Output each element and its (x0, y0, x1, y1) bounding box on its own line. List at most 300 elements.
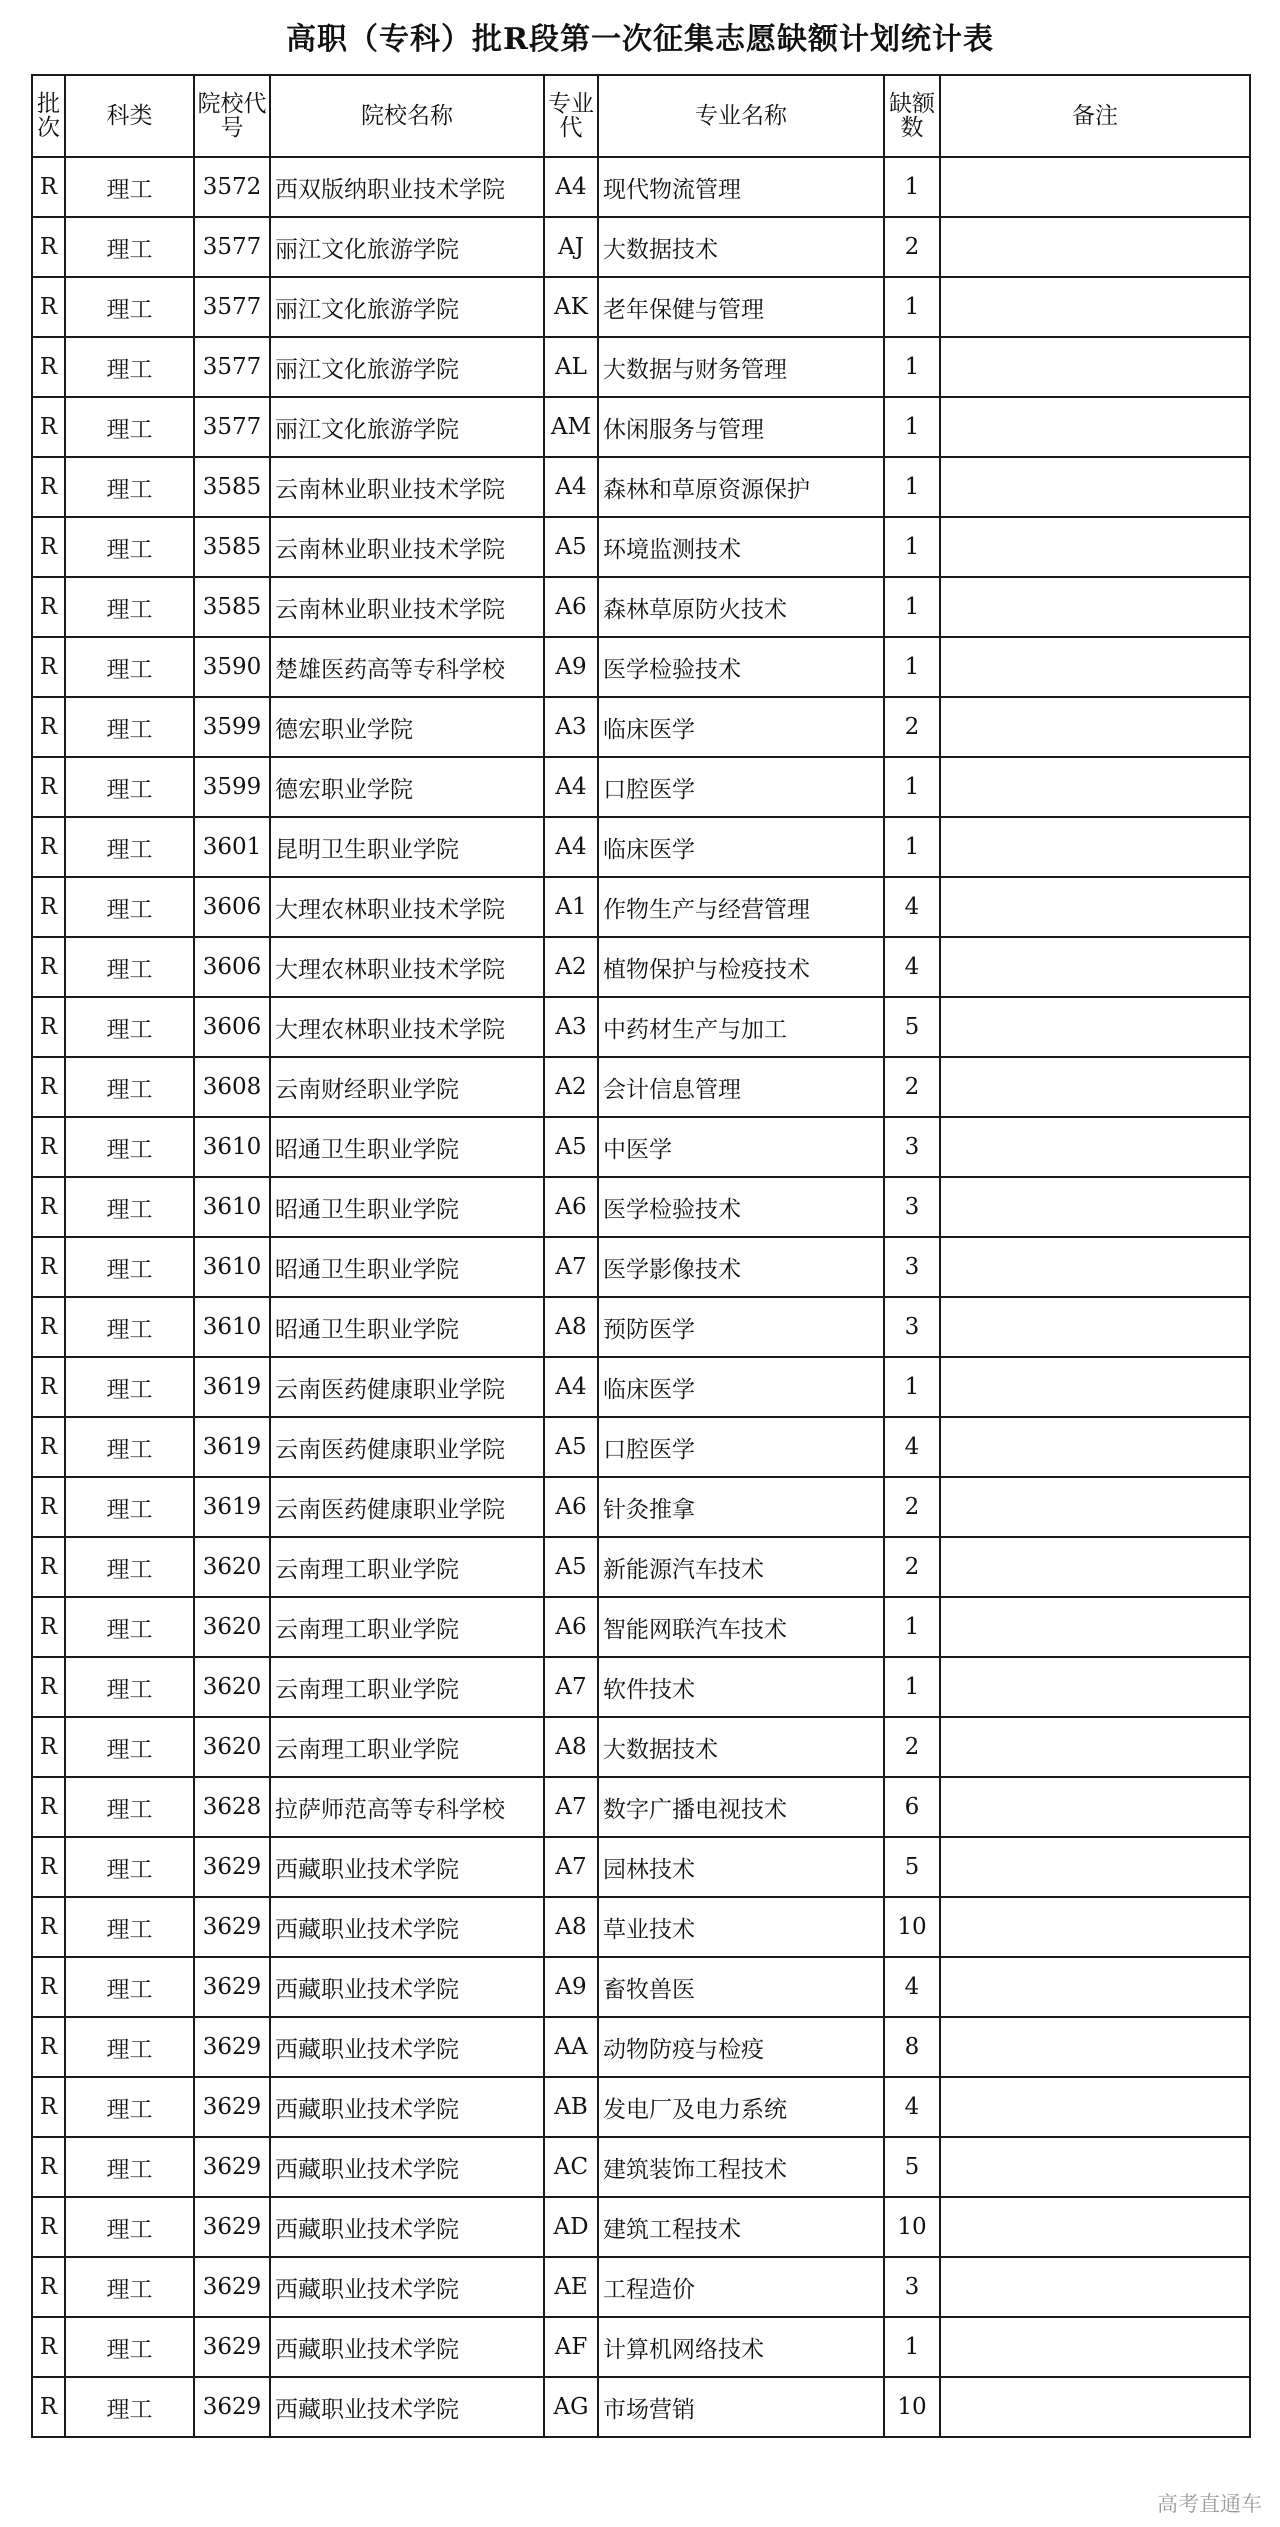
cell-batch: R (32, 397, 65, 457)
cell-school-code: 3610 (194, 1297, 270, 1357)
cell-vacancy: 3 (884, 1237, 940, 1297)
table-row (32, 1057, 1250, 1117)
cell-school-code: 3606 (194, 877, 270, 937)
cell-school-code: 3628 (194, 1777, 270, 1837)
cell-major-name: 建筑工程技术 (598, 2197, 884, 2257)
cell-category: 理工 (65, 217, 194, 277)
cell-batch: R (32, 517, 65, 577)
cell-remarks (940, 1117, 1250, 1177)
table-row (32, 937, 1250, 997)
table-row (32, 1237, 1250, 1297)
table-row (32, 1537, 1250, 1597)
table-row (32, 1417, 1250, 1477)
cell-school-name: 西藏职业技术学院 (270, 1837, 544, 1897)
cell-category: 理工 (65, 1717, 194, 1777)
cell-remarks (940, 2377, 1250, 2437)
cell-vacancy: 4 (884, 1417, 940, 1477)
cell-remarks (940, 1357, 1250, 1417)
table-row (32, 1717, 1250, 1777)
cell-school-name: 丽江文化旅游学院 (270, 217, 544, 277)
cell-batch: R (32, 1717, 65, 1777)
cell-category: 理工 (65, 577, 194, 637)
cell-vacancy: 2 (884, 217, 940, 277)
cell-category: 理工 (65, 877, 194, 937)
cell-school-name: 西藏职业技术学院 (270, 2077, 544, 2137)
cell-category: 理工 (65, 337, 194, 397)
cell-remarks (940, 1297, 1250, 1357)
cell-remarks (940, 997, 1250, 1057)
cell-remarks (940, 1417, 1250, 1477)
cell-batch: R (32, 337, 65, 397)
cell-major-code: A8 (544, 1897, 598, 1957)
cell-major-name: 草业技术 (598, 1897, 884, 1957)
cell-remarks (940, 1597, 1250, 1657)
cell-batch: R (32, 2377, 65, 2437)
cell-category: 理工 (65, 1897, 194, 1957)
table-row (32, 1957, 1250, 2017)
cell-category: 理工 (65, 1477, 194, 1537)
cell-major-code: A7 (544, 1657, 598, 1717)
cell-major-name: 临床医学 (598, 697, 884, 757)
cell-remarks (940, 457, 1250, 517)
cell-batch: R (32, 1057, 65, 1117)
cell-school-code: 3620 (194, 1597, 270, 1657)
cell-school-name: 昭通卫生职业学院 (270, 1237, 544, 1297)
cell-major-name: 工程造价 (598, 2257, 884, 2317)
table-row (32, 1837, 1250, 1897)
cell-school-name: 云南财经职业学院 (270, 1057, 544, 1117)
table-body (32, 157, 1250, 2437)
cell-school-name: 云南林业职业技术学院 (270, 517, 544, 577)
cell-school-name: 云南理工职业学院 (270, 1597, 544, 1657)
cell-vacancy: 3 (884, 1117, 940, 1177)
cell-category: 理工 (65, 997, 194, 1057)
cell-category: 理工 (65, 2017, 194, 2077)
cell-batch: R (32, 1357, 65, 1417)
cell-major-name: 园林技术 (598, 1837, 884, 1897)
cell-batch: R (32, 997, 65, 1057)
cell-major-code: A9 (544, 637, 598, 697)
cell-vacancy: 1 (884, 637, 940, 697)
cell-school-code: 3629 (194, 2017, 270, 2077)
table-row (32, 1897, 1250, 1957)
cell-remarks (940, 1237, 1250, 1297)
cell-school-code: 3585 (194, 577, 270, 637)
cell-major-name: 新能源汽车技术 (598, 1537, 884, 1597)
cell-remarks (940, 217, 1250, 277)
cell-remarks (940, 697, 1250, 757)
cell-category: 理工 (65, 1837, 194, 1897)
cell-major-name: 大数据技术 (598, 217, 884, 277)
cell-batch: R (32, 877, 65, 937)
cell-vacancy: 10 (884, 1897, 940, 1957)
table-row (32, 1177, 1250, 1237)
cell-remarks (940, 2197, 1250, 2257)
cell-remarks (940, 2077, 1250, 2137)
cell-vacancy: 10 (884, 2377, 940, 2437)
table-row (32, 457, 1250, 517)
cell-major-code: AA (544, 2017, 598, 2077)
cell-major-code: A3 (544, 697, 598, 757)
cell-major-name: 医学检验技术 (598, 637, 884, 697)
cell-remarks (940, 157, 1250, 217)
cell-category: 理工 (65, 2137, 194, 2197)
cell-school-code: 3629 (194, 2257, 270, 2317)
cell-school-code: 3585 (194, 457, 270, 517)
cell-major-code: A6 (544, 1597, 598, 1657)
cell-major-name: 会计信息管理 (598, 1057, 884, 1117)
table-row (32, 2077, 1250, 2137)
cell-school-code: 3619 (194, 1477, 270, 1537)
cell-major-code: AE (544, 2257, 598, 2317)
cell-remarks (940, 1177, 1250, 1237)
header-school-code: 院校代号 (194, 75, 270, 157)
cell-school-name: 丽江文化旅游学院 (270, 397, 544, 457)
cell-vacancy: 3 (884, 1297, 940, 1357)
cell-school-code: 3577 (194, 277, 270, 337)
cell-remarks (940, 877, 1250, 937)
cell-batch: R (32, 457, 65, 517)
cell-batch: R (32, 1597, 65, 1657)
cell-batch: R (32, 2017, 65, 2077)
cell-school-code: 3629 (194, 1897, 270, 1957)
cell-remarks (940, 2017, 1250, 2077)
cell-major-code: A6 (544, 1177, 598, 1237)
cell-major-name: 发电厂及电力系统 (598, 2077, 884, 2137)
cell-major-name: 计算机网络技术 (598, 2317, 884, 2377)
cell-school-name: 云南医药健康职业学院 (270, 1357, 544, 1417)
cell-vacancy: 4 (884, 937, 940, 997)
cell-major-name: 森林和草原资源保护 (598, 457, 884, 517)
cell-major-name: 医学影像技术 (598, 1237, 884, 1297)
table-row (32, 1597, 1250, 1657)
cell-school-code: 3599 (194, 757, 270, 817)
cell-batch: R (32, 577, 65, 637)
cell-remarks (940, 577, 1250, 637)
header-school-name: 院校名称 (270, 75, 544, 157)
cell-batch: R (32, 1177, 65, 1237)
cell-major-code: A7 (544, 1237, 598, 1297)
table-row (32, 1297, 1250, 1357)
cell-vacancy: 1 (884, 1657, 940, 1717)
cell-school-name: 大理农林职业技术学院 (270, 877, 544, 937)
cell-vacancy: 2 (884, 1717, 940, 1777)
cell-major-code: A9 (544, 1957, 598, 2017)
cell-school-name: 西藏职业技术学院 (270, 1957, 544, 2017)
cell-batch: R (32, 637, 65, 697)
table-row (32, 997, 1250, 1057)
table-row (32, 217, 1250, 277)
cell-batch: R (32, 217, 65, 277)
cell-major-code: A6 (544, 1477, 598, 1537)
cell-category: 理工 (65, 2197, 194, 2257)
cell-remarks (940, 2257, 1250, 2317)
cell-school-name: 云南林业职业技术学院 (270, 457, 544, 517)
cell-batch: R (32, 2137, 65, 2197)
cell-major-code: A4 (544, 817, 598, 877)
cell-major-code: A4 (544, 1357, 598, 1417)
cell-school-name: 西藏职业技术学院 (270, 2137, 544, 2197)
cell-major-name: 中药材生产与加工 (598, 997, 884, 1057)
table-header-row (32, 75, 1250, 157)
cell-vacancy: 1 (884, 1357, 940, 1417)
cell-category: 理工 (65, 1417, 194, 1477)
cell-major-code: A4 (544, 157, 598, 217)
cell-major-name: 森林草原防火技术 (598, 577, 884, 637)
cell-major-name: 作物生产与经营管理 (598, 877, 884, 937)
table-row (32, 517, 1250, 577)
cell-batch: R (32, 1117, 65, 1177)
cell-category: 理工 (65, 517, 194, 577)
cell-batch: R (32, 1957, 65, 2017)
cell-remarks (940, 337, 1250, 397)
cell-major-name: 预防医学 (598, 1297, 884, 1357)
cell-school-name: 西藏职业技术学院 (270, 2377, 544, 2437)
cell-batch: R (32, 937, 65, 997)
cell-vacancy: 8 (884, 2017, 940, 2077)
cell-vacancy: 5 (884, 2137, 940, 2197)
table-row (32, 2257, 1250, 2317)
cell-school-code: 3620 (194, 1717, 270, 1777)
cell-major-code: A7 (544, 1777, 598, 1837)
cell-school-code: 3590 (194, 637, 270, 697)
cell-batch: R (32, 1297, 65, 1357)
cell-vacancy: 4 (884, 877, 940, 937)
cell-category: 理工 (65, 457, 194, 517)
cell-vacancy: 6 (884, 1777, 940, 1837)
cell-major-code: A6 (544, 577, 598, 637)
table-row (32, 1477, 1250, 1537)
cell-batch: R (32, 1837, 65, 1897)
cell-vacancy: 1 (884, 397, 940, 457)
cell-category: 理工 (65, 1957, 194, 2017)
cell-school-code: 3577 (194, 217, 270, 277)
cell-batch: R (32, 2317, 65, 2377)
cell-major-name: 植物保护与检疫技术 (598, 937, 884, 997)
cell-major-code: A7 (544, 1837, 598, 1897)
cell-major-code: AC (544, 2137, 598, 2197)
cell-remarks (940, 1897, 1250, 1957)
cell-category: 理工 (65, 1237, 194, 1297)
cell-school-code: 3610 (194, 1237, 270, 1297)
header-batch: 批次 (32, 75, 65, 157)
cell-vacancy: 1 (884, 277, 940, 337)
cell-vacancy: 2 (884, 1057, 940, 1117)
cell-major-code: A4 (544, 457, 598, 517)
header-vacancy: 缺额数 (884, 75, 940, 157)
cell-vacancy: 1 (884, 757, 940, 817)
table-row (32, 157, 1250, 217)
table-row (32, 577, 1250, 637)
cell-vacancy: 1 (884, 157, 940, 217)
cell-vacancy: 1 (884, 2317, 940, 2377)
cell-major-code: A8 (544, 1297, 598, 1357)
cell-remarks (940, 517, 1250, 577)
cell-major-name: 大数据与财务管理 (598, 337, 884, 397)
table-row (32, 337, 1250, 397)
cell-major-name: 口腔医学 (598, 1417, 884, 1477)
cell-school-name: 昭通卫生职业学院 (270, 1177, 544, 1237)
cell-school-name: 云南理工职业学院 (270, 1717, 544, 1777)
table-row (32, 1357, 1250, 1417)
cell-major-code: AD (544, 2197, 598, 2257)
cell-major-code: A2 (544, 1057, 598, 1117)
cell-major-code: AK (544, 277, 598, 337)
cell-school-code: 3629 (194, 1837, 270, 1897)
cell-school-name: 德宏职业学院 (270, 757, 544, 817)
cell-batch: R (32, 1237, 65, 1297)
cell-batch: R (32, 1417, 65, 1477)
cell-batch: R (32, 1657, 65, 1717)
cell-category: 理工 (65, 277, 194, 337)
table-row (32, 2197, 1250, 2257)
cell-school-name: 西藏职业技术学院 (270, 2257, 544, 2317)
cell-remarks (940, 817, 1250, 877)
header-major-code: 专业代 (544, 75, 598, 157)
cell-major-code: A3 (544, 997, 598, 1057)
cell-vacancy: 1 (884, 817, 940, 877)
cell-category: 理工 (65, 2317, 194, 2377)
cell-school-code: 3629 (194, 2077, 270, 2137)
cell-major-code: A8 (544, 1717, 598, 1777)
cell-vacancy: 1 (884, 337, 940, 397)
cell-batch: R (32, 157, 65, 217)
cell-category: 理工 (65, 1777, 194, 1837)
cell-category: 理工 (65, 2077, 194, 2137)
cell-category: 理工 (65, 697, 194, 757)
cell-school-code: 3608 (194, 1057, 270, 1117)
cell-school-name: 云南林业职业技术学院 (270, 577, 544, 637)
cell-school-code: 3619 (194, 1417, 270, 1477)
cell-school-code: 3610 (194, 1177, 270, 1237)
cell-category: 理工 (65, 1657, 194, 1717)
cell-remarks (940, 1837, 1250, 1897)
cell-remarks (940, 1477, 1250, 1537)
cell-category: 理工 (65, 637, 194, 697)
cell-school-name: 昆明卫生职业学院 (270, 817, 544, 877)
cell-vacancy: 2 (884, 1477, 940, 1537)
cell-batch: R (32, 1777, 65, 1837)
cell-school-code: 3577 (194, 397, 270, 457)
cell-major-name: 建筑装饰工程技术 (598, 2137, 884, 2197)
cell-major-code: A5 (544, 517, 598, 577)
table-row (32, 1117, 1250, 1177)
cell-school-code: 3629 (194, 2137, 270, 2197)
cell-school-name: 西双版纳职业技术学院 (270, 157, 544, 217)
cell-category: 理工 (65, 1297, 194, 1357)
cell-school-code: 3572 (194, 157, 270, 217)
cell-category: 理工 (65, 757, 194, 817)
cell-batch: R (32, 757, 65, 817)
cell-vacancy: 5 (884, 997, 940, 1057)
cell-batch: R (32, 1897, 65, 1957)
cell-school-code: 3606 (194, 937, 270, 997)
cell-vacancy: 10 (884, 2197, 940, 2257)
cell-batch: R (32, 1477, 65, 1537)
cell-vacancy: 1 (884, 1597, 940, 1657)
cell-school-name: 大理农林职业技术学院 (270, 937, 544, 997)
cell-major-name: 畜牧兽医 (598, 1957, 884, 2017)
cell-school-name: 西藏职业技术学院 (270, 2017, 544, 2077)
cell-category: 理工 (65, 397, 194, 457)
cell-remarks (940, 1957, 1250, 2017)
cell-category: 理工 (65, 1177, 194, 1237)
cell-school-name: 丽江文化旅游学院 (270, 277, 544, 337)
cell-school-name: 拉萨师范高等专科学校 (270, 1777, 544, 1837)
cell-category: 理工 (65, 937, 194, 997)
cell-major-name: 环境监测技术 (598, 517, 884, 577)
cell-remarks (940, 1057, 1250, 1117)
cell-school-name: 西藏职业技术学院 (270, 2317, 544, 2377)
cell-school-code: 3585 (194, 517, 270, 577)
cell-school-name: 云南医药健康职业学院 (270, 1477, 544, 1537)
cell-school-name: 西藏职业技术学院 (270, 2197, 544, 2257)
watermark-text: 高考直通车 (1157, 2492, 1262, 2516)
cell-school-code: 3620 (194, 1657, 270, 1717)
header-major-name: 专业名称 (598, 75, 884, 157)
cell-school-code: 3620 (194, 1537, 270, 1597)
cell-batch: R (32, 1537, 65, 1597)
table-row (32, 397, 1250, 457)
table-row (32, 1657, 1250, 1717)
cell-school-code: 3629 (194, 2377, 270, 2437)
table-row (32, 697, 1250, 757)
cell-major-name: 中医学 (598, 1117, 884, 1177)
cell-vacancy: 4 (884, 1957, 940, 2017)
cell-vacancy: 4 (884, 2077, 940, 2137)
cell-remarks (940, 277, 1250, 337)
cell-school-name: 丽江文化旅游学院 (270, 337, 544, 397)
cell-remarks (940, 1657, 1250, 1717)
cell-school-code: 3577 (194, 337, 270, 397)
table-row (32, 277, 1250, 337)
cell-category: 理工 (65, 1057, 194, 1117)
cell-major-code: AB (544, 2077, 598, 2137)
cell-category: 理工 (65, 2377, 194, 2437)
table-row (32, 817, 1250, 877)
cell-batch: R (32, 2077, 65, 2137)
cell-remarks (940, 2137, 1250, 2197)
cell-school-code: 3601 (194, 817, 270, 877)
cell-batch: R (32, 2197, 65, 2257)
table-row (32, 2017, 1250, 2077)
cell-vacancy: 1 (884, 517, 940, 577)
cell-school-code: 3629 (194, 2317, 270, 2377)
table-row (32, 2137, 1250, 2197)
cell-vacancy: 2 (884, 1537, 940, 1597)
cell-major-code: AG (544, 2377, 598, 2437)
cell-school-code: 3629 (194, 1957, 270, 2017)
cell-major-name: 临床医学 (598, 817, 884, 877)
cell-school-name: 德宏职业学院 (270, 697, 544, 757)
vacancy-table (31, 74, 1251, 2438)
cell-school-name: 云南医药健康职业学院 (270, 1417, 544, 1477)
cell-school-code: 3606 (194, 997, 270, 1057)
cell-school-code: 3629 (194, 2197, 270, 2257)
cell-major-name: 休闲服务与管理 (598, 397, 884, 457)
table-row (32, 757, 1250, 817)
cell-vacancy: 2 (884, 697, 940, 757)
cell-major-name: 数字广播电视技术 (598, 1777, 884, 1837)
cell-batch: R (32, 697, 65, 757)
header-category: 科类 (65, 75, 194, 157)
cell-category: 理工 (65, 817, 194, 877)
cell-remarks (940, 937, 1250, 997)
cell-major-name: 软件技术 (598, 1657, 884, 1717)
cell-category: 理工 (65, 2257, 194, 2317)
cell-vacancy: 1 (884, 457, 940, 517)
cell-category: 理工 (65, 1357, 194, 1417)
